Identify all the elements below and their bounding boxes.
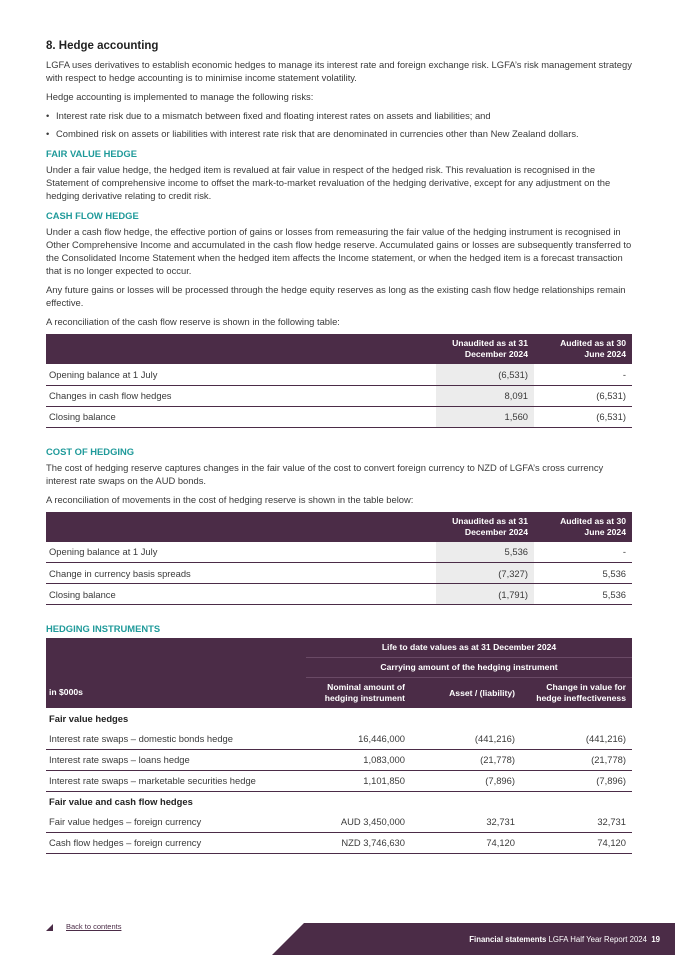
cell-value: 32,731 — [521, 811, 632, 832]
group-label: Fair value and cash flow hedges — [49, 795, 193, 807]
page-content — [46, 40, 632, 854]
cell-value: 1,560 — [436, 406, 534, 427]
table-row — [46, 811, 632, 832]
footer-section: Financial statements — [469, 935, 547, 944]
cash-flow-hedge-text: Under a cash flow hedge, the effective portion of gains or losses from remeasuring the fair value of the hedging instrument is recognised in Other Comprehensive Income and accumulated in the cash flow hedge reserve. Accumulated gains or losses are subsequently transferred to the Consolidated Income Statement when the hedged item affects the Income statement, or when the hedged item is a forecast transaction that is no longer expected to occur. — [46, 226, 632, 276]
column-header: Unaudited as at 31 December 2024 — [436, 334, 534, 364]
group-row — [46, 791, 632, 811]
column-header: Audited as at 30 June 2024 — [534, 334, 632, 364]
hedging-instruments-heading: HEDGING INSTRUMENTS — [46, 623, 161, 634]
cell-value: (7,896) — [521, 770, 632, 791]
cell-value: AUD 3,450,000 — [306, 811, 411, 832]
cell-value: 32,731 — [411, 811, 521, 832]
fair-value-hedge-heading: FAIR VALUE HEDGE — [46, 148, 137, 159]
cell-value: - — [534, 542, 632, 563]
cell-value: (7,896) — [411, 770, 521, 791]
row-label: Closing balance — [46, 584, 436, 605]
cell-value: 1,083,000 — [306, 749, 411, 770]
cash-flow-hedge-text-2: Any future gains or losses will be processed through the hedge equity reserves as long as the existing cash flow hedge relationships remain effective. — [46, 284, 626, 308]
cell-value: (441,216) — [521, 728, 632, 749]
group-label: Fair value hedges — [49, 712, 129, 724]
table-row — [46, 584, 632, 605]
risks-intro: Hedge accounting is implemented to manage the following risks: — [46, 91, 314, 102]
page-number: 19 — [651, 935, 660, 944]
list-item: • Combined risk on assets or liabilities with interest rate risk that are denominated in currencies other than New Zealand dollars. — [46, 127, 632, 140]
footer-report-label — [469, 935, 660, 944]
cash-flow-reserve-table — [46, 334, 632, 428]
list-item: • Interest rate risk due to a mismatch between fixed and floating interest rates on assets and liabilities; and — [46, 109, 632, 122]
cell-value: (21,778) — [521, 749, 632, 770]
fair-value-hedge-text: Under a fair value hedge, the hedged item is revalued at fair value in respect of the hedged risk. This revaluation is recognised in the Statement of comprehensive income to offset the mark-to-market revaluation of the hedging derivative, except for any adjustment on the hedging derivative relating to credit risk. — [46, 164, 611, 201]
unit-label: in $000s — [46, 678, 306, 709]
table-span-header: Life to date values as at 31 December 2024 — [306, 638, 632, 658]
group-row — [46, 708, 632, 728]
table-row — [46, 770, 632, 791]
back-to-contents-link[interactable]: Back to contents — [66, 922, 122, 931]
row-label: Interest rate swaps – domestic bonds hedge — [46, 728, 306, 749]
footer-report-title: LGFA Half Year Report 2024 — [546, 935, 647, 944]
row-label: Interest rate swaps – loans hedge — [46, 749, 306, 770]
table-row — [46, 385, 632, 406]
row-label: Changes in cash flow hedges — [46, 385, 436, 406]
hedging-instruments-table — [46, 638, 632, 854]
column-header: Audited as at 30 June 2024 — [534, 512, 632, 542]
cell-value: 74,120 — [411, 832, 521, 853]
cell-value: 5,536 — [436, 542, 534, 563]
table-row — [46, 832, 632, 853]
cell-value: - — [534, 364, 632, 385]
row-label: Fair value hedges – foreign currency — [46, 811, 306, 832]
cell-value: (1,791) — [436, 584, 534, 605]
risks-list — [46, 109, 632, 140]
cell-value: 5,536 — [534, 584, 632, 605]
table-span-header: Carrying amount of the hedging instrument — [306, 658, 632, 678]
cell-value: (21,778) — [411, 749, 521, 770]
column-header: Change in value for hedge ineffectiveness — [521, 678, 632, 709]
cost-of-hedging-text: The cost of hedging reserve captures changes in the fair value of the cost to convert foreign currency to NZD of LGFA’s cross currency interest rate swaps on the AUD bonds. — [46, 461, 604, 486]
cost-of-hedging-table — [46, 512, 632, 606]
table-row — [46, 563, 632, 584]
column-header: Nominal amount of hedging instrument — [306, 678, 411, 709]
column-header: Asset / (liability) — [411, 678, 521, 709]
table-row — [46, 364, 632, 385]
cell-value: 16,446,000 — [306, 728, 411, 749]
table-row — [46, 749, 632, 770]
row-label: Change in currency basis spreads — [46, 563, 436, 584]
cost-of-hedging-heading: COST OF HEDGING — [46, 445, 135, 457]
row-label: Opening balance at 1 July — [46, 364, 436, 385]
cost-of-hedging-table-intro: A reconciliation of movements in the cost of hedging reserve is shown in the table below: — [46, 493, 414, 505]
column-header: Unaudited as at 31 December 2024 — [436, 512, 534, 542]
row-label: Closing balance — [46, 406, 436, 427]
cash-flow-table-intro: A reconciliation of the cash flow reserve is shown in the following table: — [46, 316, 340, 327]
table-row — [46, 406, 632, 427]
cell-value: NZD 3,746,630 — [306, 832, 411, 853]
cell-value: 1,101,850 — [306, 770, 411, 791]
cash-flow-hedge-heading: CASH FLOW HEDGE — [46, 210, 139, 221]
cell-value: (6,531) — [436, 364, 534, 385]
section-title: 8. Hedge accounting — [46, 40, 159, 52]
row-label: Opening balance at 1 July — [46, 542, 436, 563]
cell-value: (441,216) — [411, 728, 521, 749]
intro-paragraph: LGFA uses derivatives to establish economic hedges to manage its interest rate and foreign exchange risk. LGFA’s risk management strategy with respect to hedge accounting is to minimise income statement volatility. — [46, 59, 632, 83]
cell-value: (7,327) — [436, 563, 534, 584]
cell-value: (6,531) — [534, 406, 632, 427]
cell-value: 5,536 — [534, 563, 632, 584]
cell-value: (6,531) — [534, 385, 632, 406]
table-row — [46, 542, 632, 563]
table-row — [46, 728, 632, 749]
cell-value: 74,120 — [521, 832, 632, 853]
row-label: Cash flow hedges – foreign currency — [46, 832, 306, 853]
back-triangle-icon[interactable] — [46, 924, 53, 931]
row-label: Interest rate swaps – marketable securities hedge — [46, 770, 306, 791]
cell-value: 8,091 — [436, 385, 534, 406]
